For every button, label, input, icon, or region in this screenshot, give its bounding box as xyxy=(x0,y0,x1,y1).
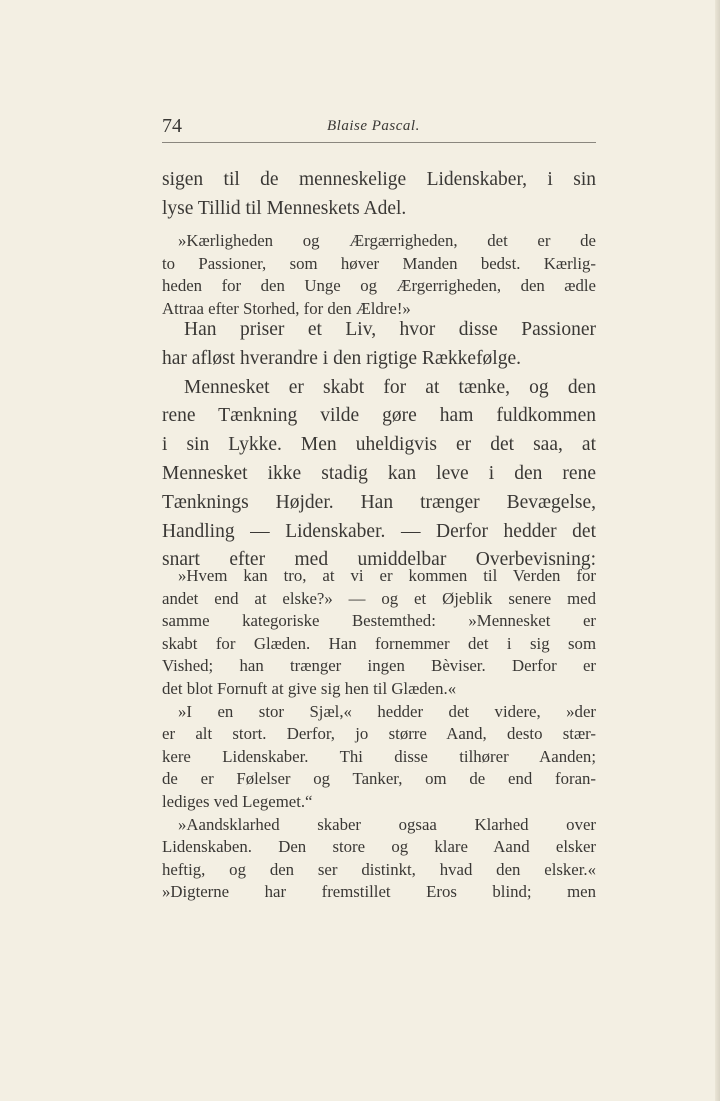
text-line: Handling — Lidenskaber. — Derfor hedder det xyxy=(162,520,596,542)
quote-block xyxy=(162,230,596,320)
text-line: »Kærligheden og Ærgærrigheden, det er de xyxy=(178,231,596,250)
text-line: heden for den Unge og Ærgerrigheden, den ædle xyxy=(162,276,596,296)
text-line: »Hvem kan tro, at vi er kommen til Verden for xyxy=(178,566,596,585)
text-line: heftig, og den ser distinkt, hvad den elsker.« xyxy=(162,859,596,879)
text-line: Tænknings Højder. Han trænger Bevægelse, xyxy=(162,491,596,513)
running-title: Blaise Pascal. xyxy=(327,118,420,134)
text-line: Mennesket ikke stadig kan leve i den rene xyxy=(162,462,596,484)
paragraph-continuation xyxy=(162,166,596,224)
text-line: skabt for Glæden. Han fornemmer det i sig som xyxy=(162,633,596,653)
text-line: har afløst hverandre i den rigtige Rækkefølge. xyxy=(162,347,522,369)
text-line: Vished; han trænger ingen Bèviser. Derfor er xyxy=(162,656,596,676)
text-line: snart efter med umiddelbar Overbevisning: xyxy=(162,549,596,571)
page-header xyxy=(162,112,596,143)
text-line: samme kategoriske Bestemthed: »Mennesket er xyxy=(162,611,596,631)
text-line: »Aandsklarhed skaber ogsaa Klarhed over xyxy=(178,814,596,834)
text-line: andet end at elske?» — og et Øjeblik senere med xyxy=(162,588,596,608)
text-line: Han priser et Liv, hvor disse Passioner xyxy=(184,319,596,340)
text-line: Attraa efter Storhed, for den Ældre!» xyxy=(162,298,411,318)
text-line: »I en stor Sjæl,« hedder det videre, »der xyxy=(178,701,596,721)
text-line: sigen til de menneskelige Lidenskaber, i sin xyxy=(162,169,596,190)
page-number: 74 xyxy=(162,115,182,137)
text-line: kere Lidenskaber. Thi disse tilhører Aanden; xyxy=(162,746,596,766)
text-line: Lidenskaben. Den store og klare Aand elsker xyxy=(162,837,596,857)
text-line: lyse Tillid til Menneskets Adel. xyxy=(162,197,407,219)
paragraph-main xyxy=(162,316,596,575)
text-line: lediges ved Legemet.“ xyxy=(162,791,313,811)
text-line: »Digterne har fremstillet Eros blind; men xyxy=(162,882,596,902)
quote-block-2 xyxy=(162,565,596,904)
text-line: er alt stort. Derfor, jo større Aand, desto stær- xyxy=(162,724,596,744)
text-line: de er Følelser og Tanker, om de end foran- xyxy=(162,769,596,789)
text-line: det blot Fornuft at give sig hen til Glæden.« xyxy=(162,678,457,698)
text-line: rene Tænkning vilde gøre ham fuldkommen xyxy=(162,405,596,427)
text-line: i sin Lykke. Men uheldigvis er det saa, at xyxy=(162,434,596,456)
page-edge xyxy=(715,0,720,1101)
text-line: Mennesket er skabt for at tænke, og den xyxy=(184,376,596,398)
text-line: to Passioner, som høver Manden bedst. Kærlig- xyxy=(162,253,596,273)
